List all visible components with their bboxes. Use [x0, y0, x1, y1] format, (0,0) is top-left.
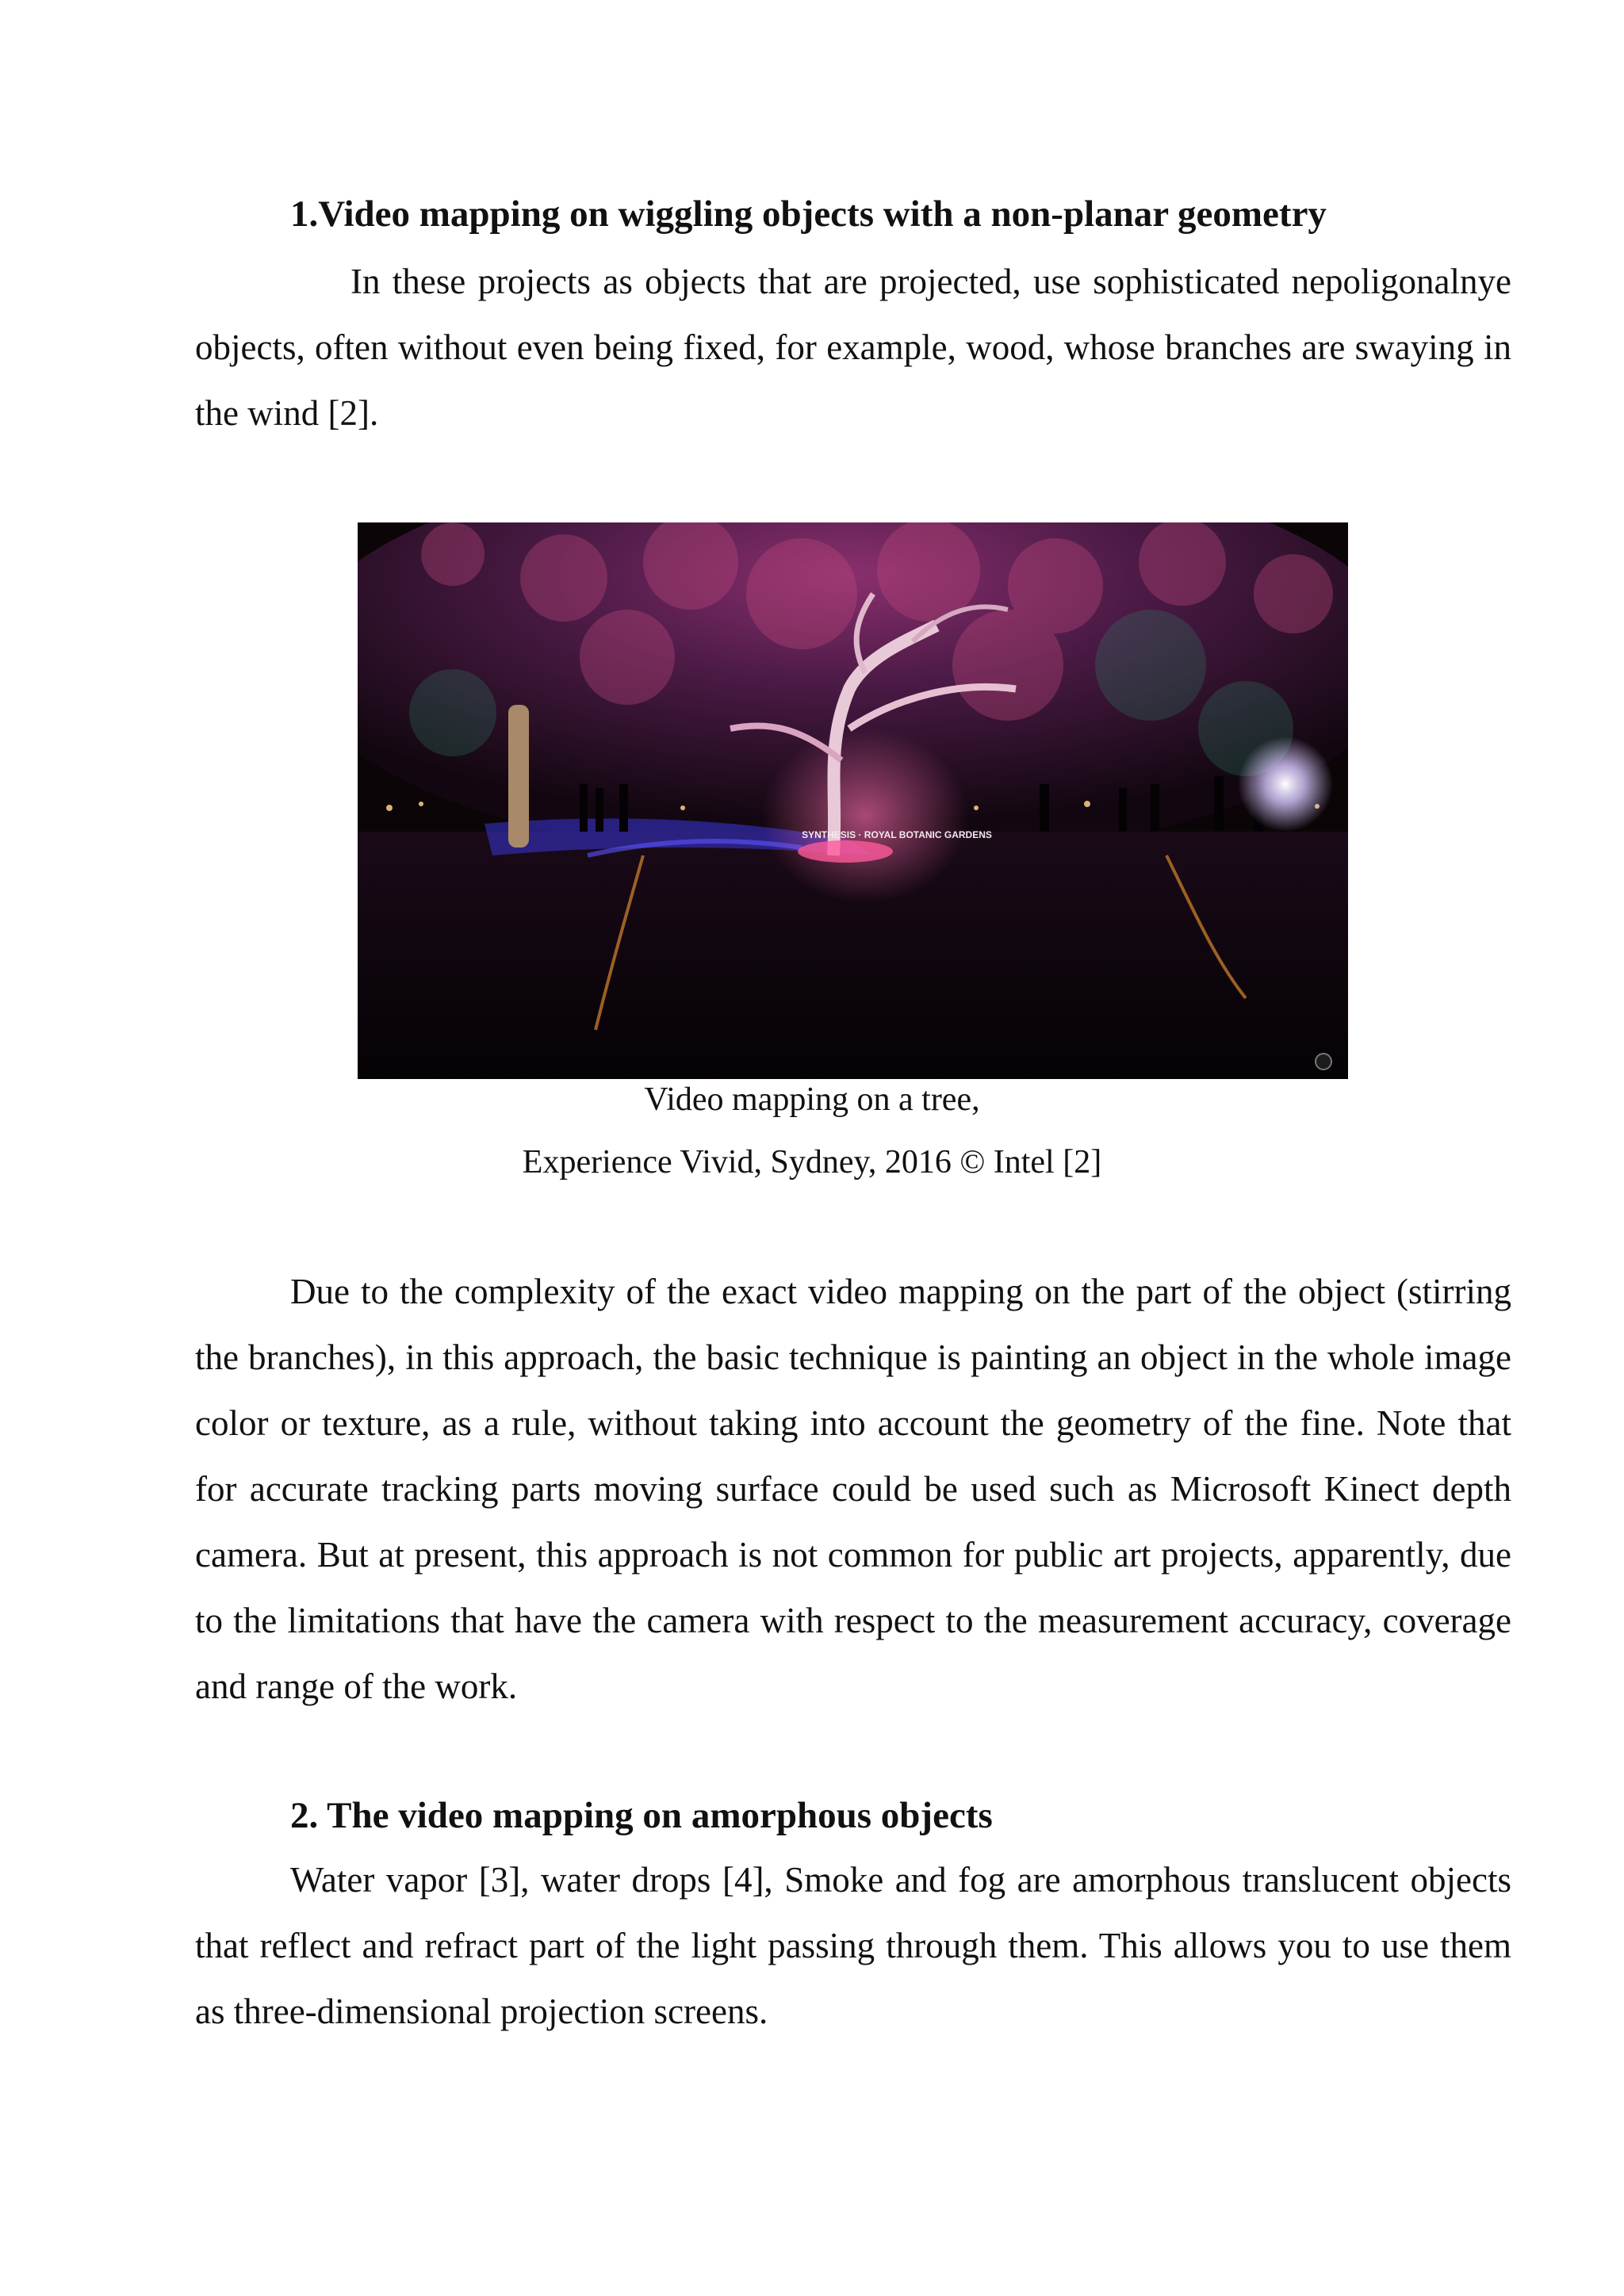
tree-video-mapping-photo — [358, 522, 1348, 1079]
section-2-heading: 2. The video mapping on amorphous objects — [290, 1795, 993, 1836]
section-1-heading: 1.Video mapping on wiggling objects with a non-planar geometry — [290, 193, 1327, 235]
photo-banner-text: SYNTHESIS · ROYAL BOTANIC GARDENS — [802, 829, 992, 840]
paragraph-2: Due to the complexity of the exact video mapping on the part of the object (stirring the branches), in this approach, the basic technique is painting an object in the whole image color or texture, as a rule, without taking into account the geometry of the fine. Note that for accurate tracking parts moving surface could be used such as Microsoft Kinect depth camera. But at present, this approach is not common for public art projects, apparently, due to the limitations that have the camera with respect to the measurement accuracy, coverage and range of the work. — [195, 1272, 1511, 1706]
figure-caption-line-2: Experience Vivid, Sydney, 2016 © Intel [2] — [522, 1144, 1102, 1181]
section-2-paragraph: Water vapor [3], water drops [4], Smoke and fog are amorphous translucent objects that reflect and refract part of the light passing through them. This allows you to use them as three-dimensional projection screens. — [195, 1860, 1511, 2031]
section-1-paragraph: In these projects as objects that are projected, use sophisticated nepoligonalnye objects, often without even being fixed, for example, wood, whose branches are swaying in the wind [2]. — [195, 262, 1511, 433]
watermark-logo — [1316, 1054, 1331, 1070]
figure-caption-line-1: Video mapping on a tree, — [644, 1081, 980, 1118]
